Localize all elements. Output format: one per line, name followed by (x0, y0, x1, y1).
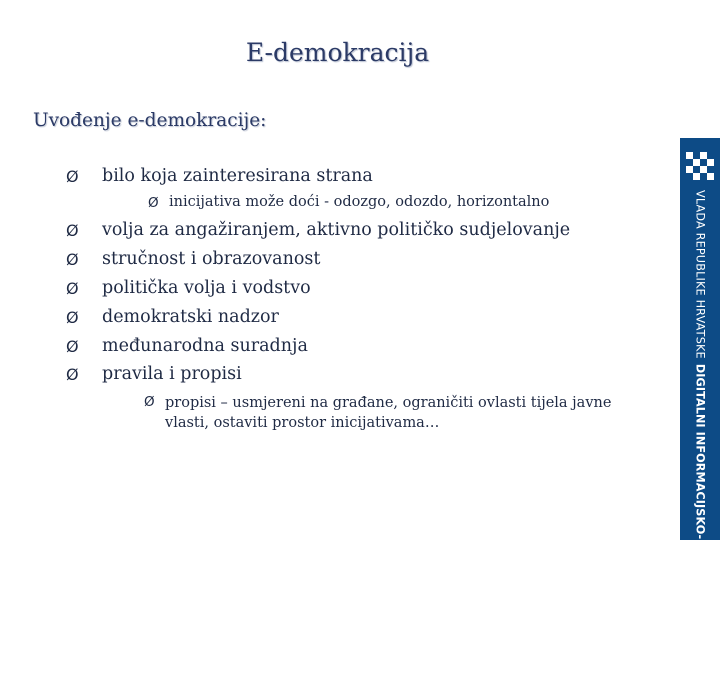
section-subtitle: Uvođenje e-demokracije: (33, 110, 267, 131)
sub-bullet-text: inicijativa može doći - odozgo, odozdo, horizontalno (169, 194, 550, 210)
bullet-text: demokratski nadzor (102, 307, 279, 327)
bullet-arrow-icon: Ø (66, 250, 79, 269)
institution-sidebar (680, 138, 720, 697)
sidebar-line-office: DIGITALNI INFORMACIJSKO-DOKUMENTACIJSKI URED (693, 363, 707, 697)
bullet-arrow-icon: Ø (66, 365, 79, 384)
bullet-text: pravila i propisi (102, 364, 242, 384)
checkerboard-logo-icon (686, 152, 714, 180)
bullet-item (66, 249, 320, 269)
sub-bullet-arrow-icon: Ø (144, 394, 155, 410)
bullet-text: politička volja i vodstvo (102, 278, 311, 298)
sub-bullet-arrow-icon: Ø (148, 195, 159, 211)
bullet-text: međunarodna suradnja (102, 336, 308, 356)
sub-bullet-item (144, 393, 654, 433)
bullet-arrow-icon: Ø (66, 337, 79, 356)
bullet-item (66, 220, 570, 240)
sub-bullet-text: propisi – usmjereni na građane, ograničiti ovlasti tijela javne vlasti, ostaviti prostor inicijativama… (165, 395, 612, 431)
bullet-text: stručnost i obrazovanost (102, 249, 321, 269)
sidebar-vertical-text (691, 190, 710, 697)
bullet-text: volja za angažiranjem, aktivno političko sudjelovanje (102, 220, 571, 240)
sub-bullet-item (148, 194, 549, 211)
bullet-item (66, 336, 308, 356)
bullet-item (66, 364, 242, 384)
bullet-arrow-icon: Ø (66, 167, 79, 186)
bullet-arrow-icon: Ø (66, 308, 79, 327)
bullet-item (66, 166, 373, 186)
bullet-text: bilo koja zainteresirana strana (102, 166, 373, 186)
bullet-arrow-icon: Ø (66, 221, 79, 240)
bullet-item (66, 307, 279, 327)
bullet-arrow-icon: Ø (66, 279, 79, 298)
sidebar-line-government: VLADA REPUBLIKE HRVATSKE (693, 190, 707, 359)
bullet-item (66, 278, 311, 298)
page-title: E-demokracija (245, 38, 430, 67)
